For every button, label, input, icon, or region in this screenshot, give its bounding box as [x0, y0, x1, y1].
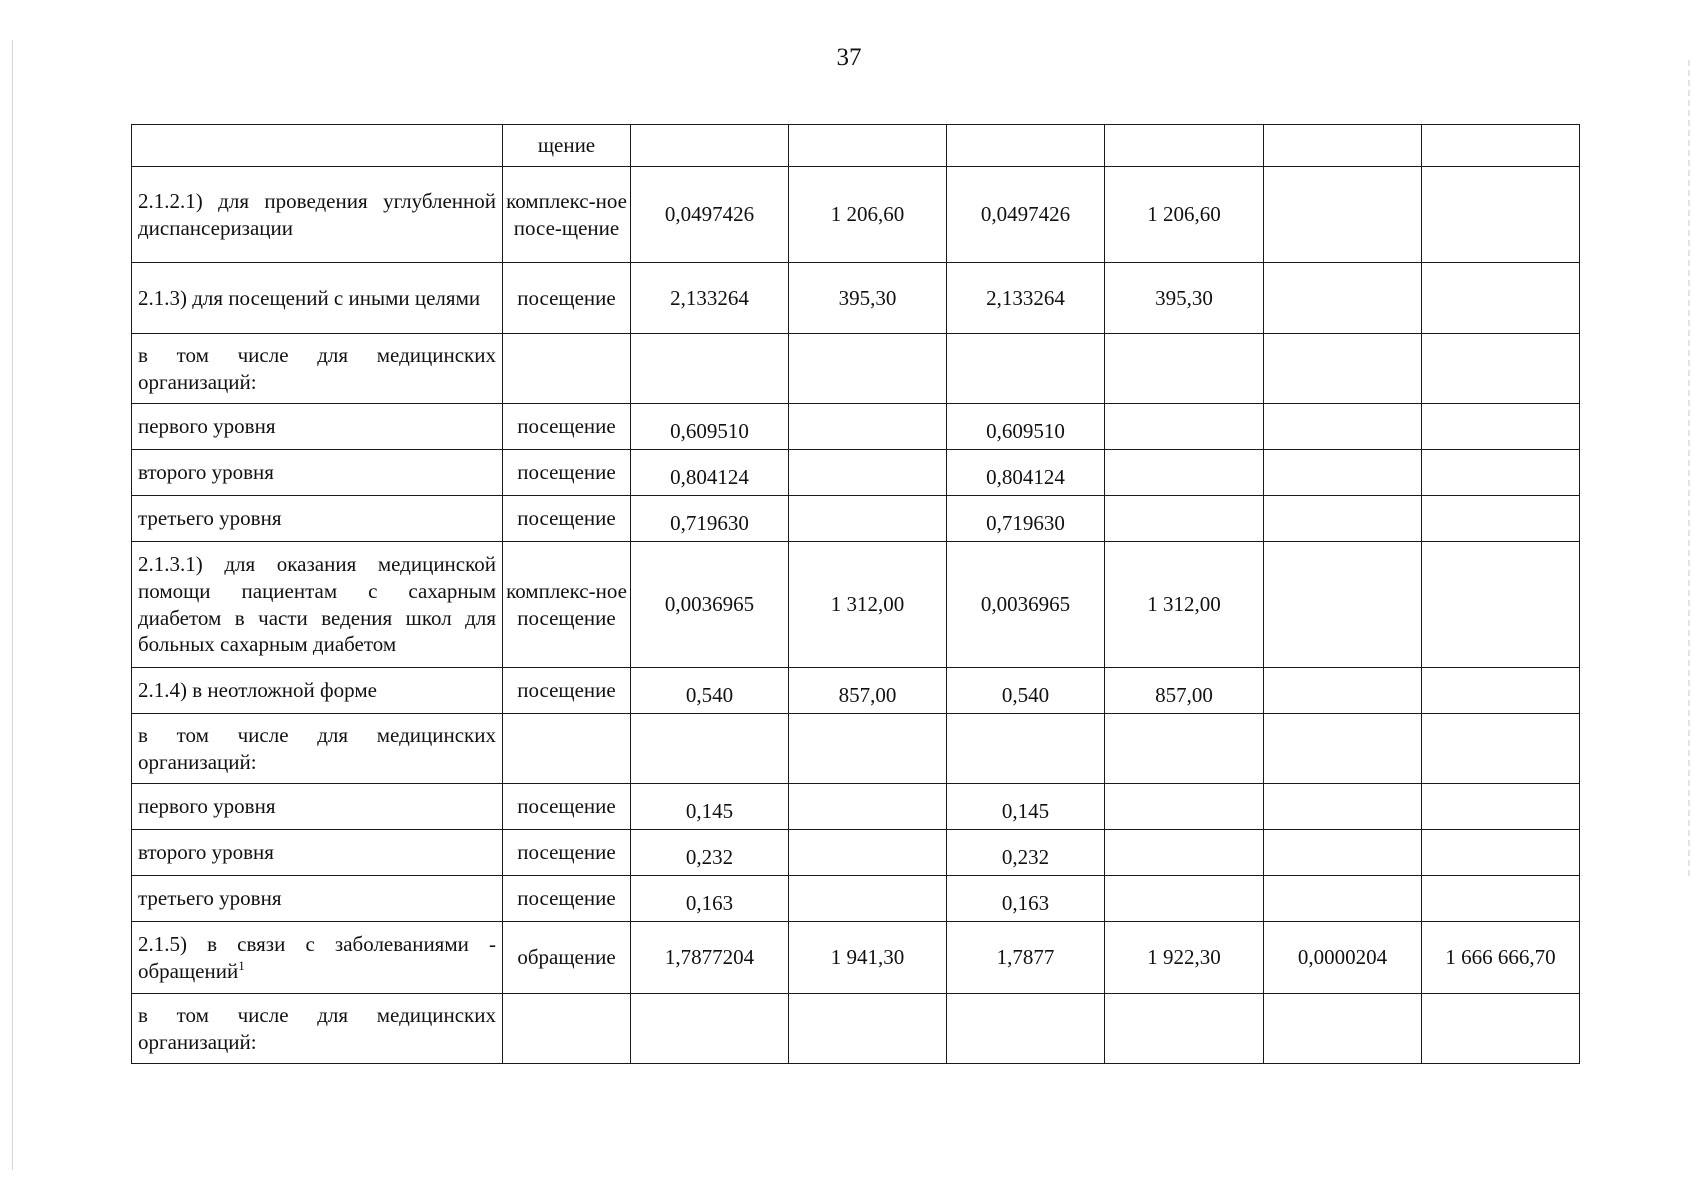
cell-name: [132, 784, 503, 830]
cell-value-4: [1105, 876, 1264, 922]
table-row: [132, 404, 1580, 450]
scan-left-edge: [12, 40, 13, 1170]
cell-value-1-text: 0,145: [685, 799, 734, 823]
cell-name: [132, 496, 503, 542]
cell-value-3: [947, 876, 1105, 922]
cell-value-1-text: 0,719630: [670, 511, 749, 535]
cell-value-6: [1422, 784, 1580, 830]
cell-value-1: [631, 830, 789, 876]
cell-name: [132, 125, 503, 167]
cell-value-4: [1105, 167, 1264, 263]
cell-value-2: [789, 404, 947, 450]
cell-value-2: [789, 450, 947, 496]
cell-value-3: [947, 334, 1105, 404]
cell-value-4: [1105, 668, 1264, 714]
cell-value-5: [1264, 125, 1422, 167]
cell-value-6: [1422, 167, 1580, 263]
cell-value-5: [1264, 404, 1422, 450]
cell-name-text: в том числе для медицинских организаций:: [138, 342, 496, 394]
cell-name-text: второго уровня: [138, 840, 274, 865]
cell-value-5: [1264, 496, 1422, 542]
cell-value-6-text: 1 666 666,70: [1445, 945, 1556, 970]
cell-value-1: [631, 496, 789, 542]
cell-value-5: [1264, 167, 1422, 263]
cell-value-2: [789, 714, 947, 784]
table-row: [132, 922, 1580, 994]
cell-unit: [503, 714, 631, 784]
cell-name: [132, 830, 503, 876]
cell-value-2: [789, 784, 947, 830]
cell-value-4: [1105, 404, 1264, 450]
cell-value-4: [1105, 784, 1264, 830]
cell-value-1-text: 0,0036965: [664, 592, 755, 617]
cell-value-4: [1105, 263, 1264, 334]
cell-value-3: [947, 167, 1105, 263]
cell-value-3-text: 0,609510: [986, 419, 1065, 443]
table-row: [132, 263, 1580, 334]
cell-value-2: [789, 334, 947, 404]
cell-name-text: первого уровня: [138, 414, 276, 439]
cell-value-4-text: 1 922,30: [1147, 945, 1221, 970]
cell-value-4: [1105, 334, 1264, 404]
data-table: [131, 124, 1580, 1064]
cell-value-4: [1105, 542, 1264, 668]
cell-value-5: [1264, 830, 1422, 876]
cell-name: [132, 542, 503, 668]
cell-value-3-text: 0,0497426: [980, 202, 1071, 227]
cell-unit-text: комплекс-ное посещение: [506, 578, 627, 630]
cell-value-1-text: 2,133264: [670, 285, 749, 310]
cell-value-1: [631, 263, 789, 334]
cell-value-3-text: 0,719630: [986, 511, 1065, 535]
table-row: [132, 830, 1580, 876]
cell-unit-text: посещение: [517, 886, 616, 911]
footnote-mark: 1: [238, 957, 245, 973]
table-row: [132, 994, 1580, 1064]
cell-unit-text: комплекс-ное посе-щение: [506, 188, 627, 240]
cell-value-3: [947, 994, 1105, 1064]
cell-unit: [503, 167, 631, 263]
cell-name: [132, 450, 503, 496]
cell-value-1-text: 0,804124: [670, 465, 749, 489]
cell-value-6: [1422, 994, 1580, 1064]
cell-value-1: [631, 876, 789, 922]
cell-value-3-text: 0,145: [1001, 799, 1050, 823]
cell-unit-text: обращение: [517, 945, 616, 970]
cell-value-5: [1264, 994, 1422, 1064]
cell-value-2-text: 1 941,30: [830, 945, 905, 970]
table-row: [132, 167, 1580, 263]
cell-value-6: [1422, 450, 1580, 496]
cell-unit-text: щение: [537, 133, 596, 158]
cell-name: [132, 876, 503, 922]
cell-value-1: [631, 404, 789, 450]
cell-value-2: [789, 994, 947, 1064]
cell-value-5: [1264, 542, 1422, 668]
cell-unit-text: посещение: [517, 678, 616, 703]
cell-value-3-text: 0,540: [1001, 683, 1050, 707]
cell-value-4: [1105, 714, 1264, 784]
cell-value-3: [947, 830, 1105, 876]
cell-unit-text: посещение: [517, 794, 616, 819]
cell-unit: [503, 784, 631, 830]
cell-value-6: [1422, 922, 1580, 994]
cell-value-3: [947, 263, 1105, 334]
cell-value-5: [1264, 784, 1422, 830]
cell-value-1-text: 0,540: [685, 683, 734, 707]
cell-value-3-text: 2,133264: [986, 285, 1065, 310]
cell-value-6: [1422, 830, 1580, 876]
cell-name-text: 2.1.4) в неотложной форме: [138, 678, 377, 703]
cell-value-2: [789, 496, 947, 542]
cell-value-3: [947, 784, 1105, 830]
table-row: [132, 668, 1580, 714]
cell-value-3-text: 1,7877: [996, 945, 1055, 970]
cell-value-6: [1422, 404, 1580, 450]
cell-name-text: в том числе для медицинских организаций:: [138, 1002, 496, 1054]
cell-unit-text: посещение: [517, 506, 616, 531]
cell-value-1: [631, 125, 789, 167]
cell-value-4: [1105, 830, 1264, 876]
cell-value-2-text: 1 206,60: [830, 202, 905, 227]
cell-unit: [503, 830, 631, 876]
table-row: [132, 714, 1580, 784]
cell-unit: [503, 450, 631, 496]
cell-name: [132, 668, 503, 714]
cell-unit: [503, 334, 631, 404]
cell-value-6: [1422, 542, 1580, 668]
cell-value-2-text: 1 312,00: [830, 592, 905, 617]
cell-name-text: 2.1.3) для посещений с иными целями: [138, 285, 481, 310]
page-number: 37: [836, 44, 862, 71]
cell-value-3: [947, 404, 1105, 450]
cell-name-text: третьего уровня: [138, 886, 282, 911]
cell-unit-text: посещение: [517, 460, 616, 485]
cell-value-1: [631, 542, 789, 668]
cell-value-6: [1422, 714, 1580, 784]
cell-value-2: [789, 263, 947, 334]
cell-value-2: [789, 167, 947, 263]
cell-value-5-text: 0,0000204: [1297, 945, 1388, 970]
cell-value-3: [947, 714, 1105, 784]
cell-value-1-text: 0,163: [685, 891, 734, 915]
cell-value-1-text: 0,0497426: [664, 202, 755, 227]
table-row: [132, 542, 1580, 668]
cell-value-5: [1264, 450, 1422, 496]
cell-value-1: [631, 784, 789, 830]
cell-unit: [503, 496, 631, 542]
cell-value-3-text: 0,804124: [986, 465, 1065, 489]
cell-name: [132, 404, 503, 450]
cell-value-4: [1105, 125, 1264, 167]
cell-name-text: третьего уровня: [138, 506, 282, 531]
cell-name-text: 2.1.2.1) для проведения углубленной диспансеризации: [138, 188, 496, 240]
cell-value-2: [789, 876, 947, 922]
cell-value-3: [947, 496, 1105, 542]
cell-value-1-text: 0,232: [685, 845, 734, 869]
cell-value-6: [1422, 496, 1580, 542]
cell-value-1: [631, 450, 789, 496]
scan-right-edge: [1688, 60, 1690, 880]
cell-unit: [503, 994, 631, 1064]
cell-value-2: [789, 830, 947, 876]
cell-value-1: [631, 714, 789, 784]
cell-value-1: [631, 334, 789, 404]
cell-value-2: [789, 125, 947, 167]
cell-name-text: 2.1.3.1) для оказания медицинской помощи пациентам с сахарным диабетом в части ведения школ для больных сахарным диабетом: [138, 551, 496, 657]
cell-name: [132, 922, 503, 994]
cell-unit: [503, 542, 631, 668]
cell-value-5: [1264, 668, 1422, 714]
cell-value-3: [947, 668, 1105, 714]
cell-value-6: [1422, 334, 1580, 404]
cell-value-1: [631, 668, 789, 714]
cell-value-2: [789, 542, 947, 668]
cell-name: [132, 714, 503, 784]
cell-unit-text: посещение: [517, 840, 616, 865]
table-row: [132, 876, 1580, 922]
table-row: [132, 784, 1580, 830]
cell-value-5: [1264, 922, 1422, 994]
cell-unit: [503, 922, 631, 994]
cell-value-6: [1422, 668, 1580, 714]
cell-value-2-text: 395,30: [838, 285, 897, 310]
cell-name-text: первого уровня: [138, 794, 276, 819]
table-row: [132, 334, 1580, 404]
cell-value-5: [1264, 334, 1422, 404]
cell-name-text: 2.1.5) в связи с заболеваниями - обращений: [138, 931, 496, 983]
cell-value-4: [1105, 922, 1264, 994]
cell-name: [132, 334, 503, 404]
cell-value-1: [631, 922, 789, 994]
cell-value-2-text: 857,00: [838, 683, 897, 707]
table-row: [132, 125, 1580, 167]
cell-unit: [503, 876, 631, 922]
cell-name: [132, 994, 503, 1064]
cell-value-5: [1264, 263, 1422, 334]
cell-value-4-text: 1 312,00: [1147, 592, 1221, 617]
cell-value-4: [1105, 450, 1264, 496]
cell-value-3: [947, 542, 1105, 668]
cell-unit: [503, 125, 631, 167]
cell-unit: [503, 668, 631, 714]
cell-unit-text: посещение: [517, 414, 616, 439]
cell-value-6: [1422, 263, 1580, 334]
cell-value-6: [1422, 876, 1580, 922]
cell-value-4-text: 395,30: [1155, 285, 1213, 310]
cell-unit: [503, 263, 631, 334]
cell-value-3: [947, 922, 1105, 994]
cell-value-3-text: 0,163: [1001, 891, 1050, 915]
table-row: [132, 496, 1580, 542]
cell-value-3: [947, 450, 1105, 496]
cell-value-3: [947, 125, 1105, 167]
cell-name: [132, 263, 503, 334]
cell-value-1-text: 0,609510: [670, 419, 749, 443]
cell-name-text: в том числе для медицинских организаций:: [138, 722, 496, 774]
table-row: [132, 450, 1580, 496]
cell-value-4: [1105, 994, 1264, 1064]
cell-value-1: [631, 167, 789, 263]
cell-value-4-text: 1 206,60: [1147, 202, 1221, 227]
cell-value-1: [631, 994, 789, 1064]
cell-unit: [503, 404, 631, 450]
cell-unit-text: посещение: [517, 285, 616, 310]
cell-value-4-text: 857,00: [1155, 683, 1213, 707]
cell-value-2: [789, 668, 947, 714]
cell-value-4: [1105, 496, 1264, 542]
cell-value-1-text: 1,7877204: [664, 945, 755, 970]
table-body: [132, 125, 1580, 1064]
cell-value-2: [789, 922, 947, 994]
cell-value-5: [1264, 714, 1422, 784]
cell-value-6: [1422, 125, 1580, 167]
cell-name-text: второго уровня: [138, 460, 274, 485]
cell-name: [132, 167, 503, 263]
cell-value-5: [1264, 876, 1422, 922]
cell-value-3-text: 0,0036965: [980, 592, 1071, 617]
cell-value-3-text: 0,232: [1001, 845, 1050, 869]
